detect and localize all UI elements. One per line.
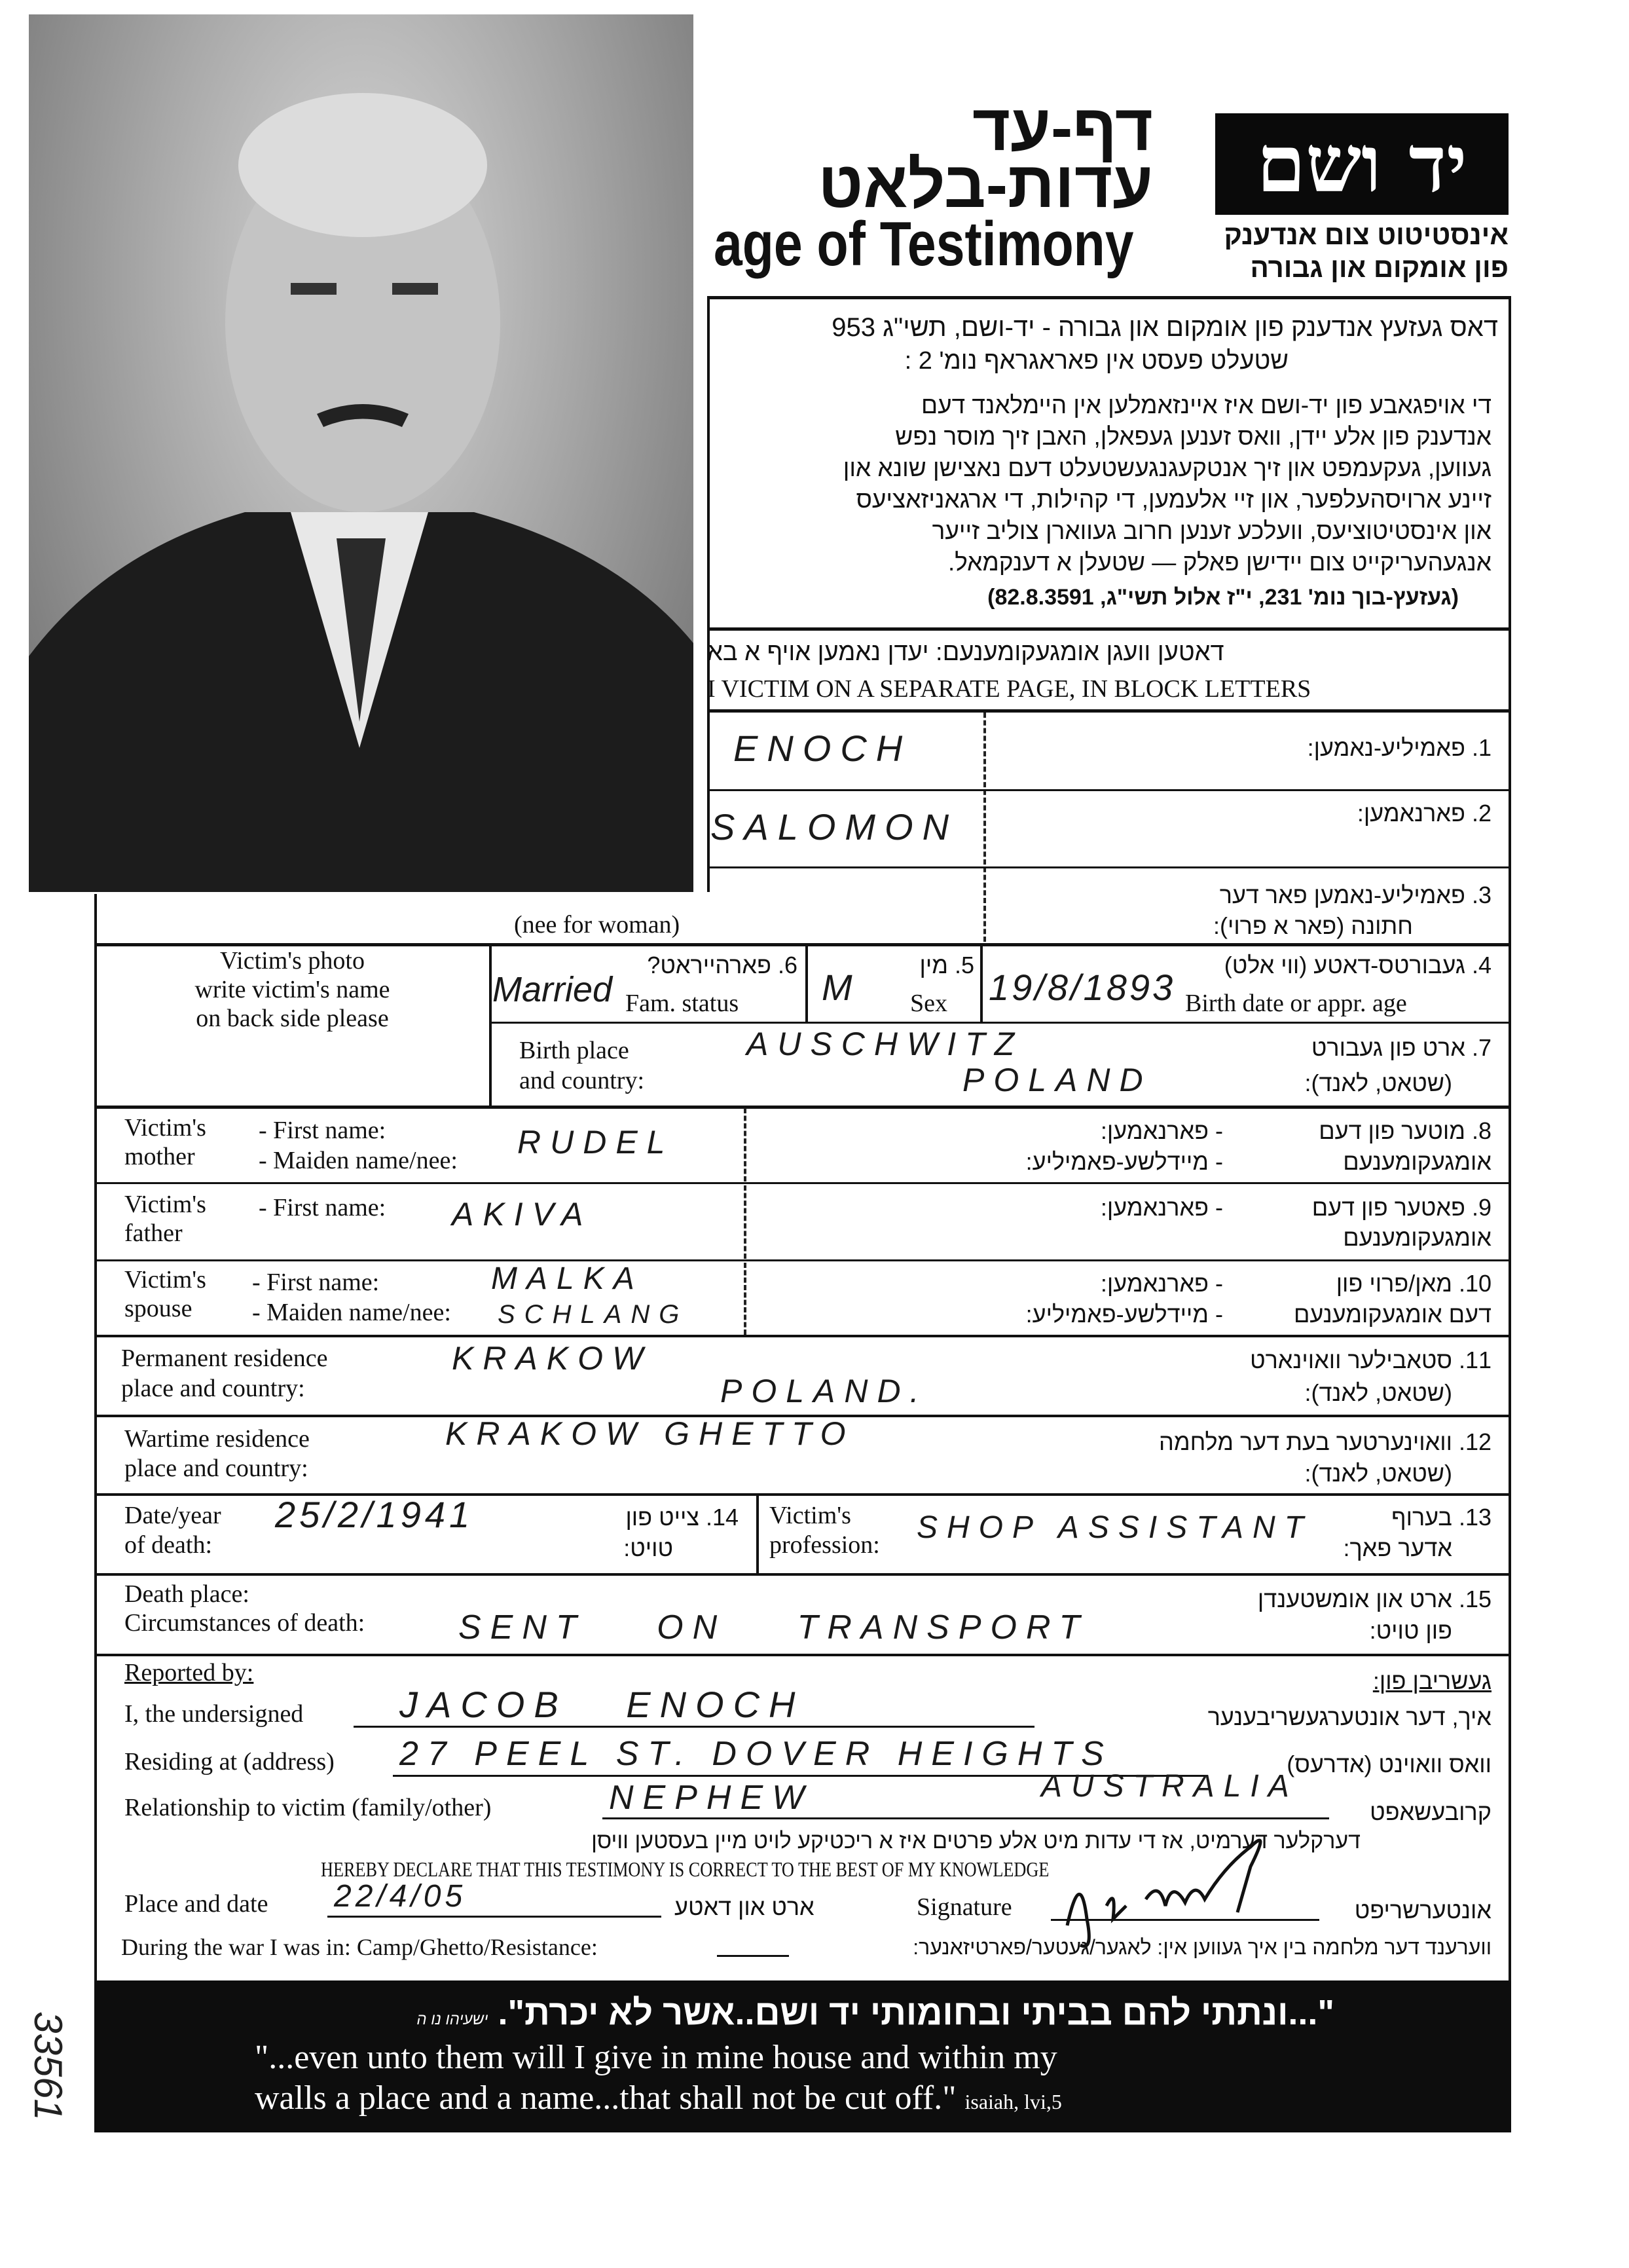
signature-label: Signature bbox=[917, 1893, 1012, 1921]
intro-para-line: אנדענק פון אלע יידן, וואס זענען געפאלן, האבן זיך מוסר נפש bbox=[895, 423, 1492, 450]
spouse-label-2: spouse bbox=[124, 1295, 192, 1322]
death-place-value[interactable]: SENT ON TRANSPORT bbox=[458, 1608, 1089, 1646]
spouse-value-2[interactable]: SCHLANG bbox=[498, 1300, 689, 1329]
date-value[interactable]: 22/4/05 bbox=[334, 1879, 467, 1914]
wartime-residence-label-he-1: 12. וואוינערטער בעת דער מלחמה bbox=[1159, 1428, 1492, 1455]
instructions-english: I VICTIM ON A SEPARATE PAGE, IN BLOCK LETTERS bbox=[707, 675, 1311, 703]
divider bbox=[489, 1022, 1511, 1024]
father-label-2: father bbox=[124, 1219, 183, 1247]
intro-para-line: געווען, געקעמפט און זיך אנטקעגנגעשטעלט דעם נאצישן שונא און bbox=[843, 455, 1492, 481]
profession-label-2: profession: bbox=[769, 1531, 880, 1559]
intro-paragraph bbox=[686, 390, 1492, 578]
perm-residence-label-2: place and country: bbox=[121, 1375, 305, 1402]
father-label bbox=[124, 1190, 206, 1248]
divider bbox=[94, 1573, 1511, 1576]
spouse-value-1[interactable]: MALKA bbox=[491, 1261, 644, 1296]
intro-line-1: דאס געזעץ אנדענק פון אומקום און גבורה - יד-ושם, תשי"ג 953 bbox=[832, 313, 1498, 342]
birth-place-label-he-1: 7. ארט פון געבורט bbox=[1311, 1034, 1492, 1061]
wartime-residence-label-2: place and country: bbox=[124, 1455, 308, 1482]
photo-note-line: on back side please bbox=[196, 1005, 389, 1032]
quote-english-2-text: walls a place and a name...that shall not be cut off." bbox=[255, 2079, 957, 2117]
quote-english-ref: isaiah, lvi,5 bbox=[964, 2090, 1062, 2113]
divider bbox=[707, 627, 1511, 631]
perm-residence-label-he-2: (שטאט, לאנד): bbox=[1304, 1379, 1452, 1406]
spouse-maiden-label-he: - מיידלשע-פאמיליע: bbox=[1025, 1301, 1223, 1328]
relationship-label: Relationship to victim (family/other) bbox=[124, 1794, 492, 1821]
sex-label: Sex bbox=[910, 990, 947, 1017]
family-name-label: 1. פאמיליע-נאמען: bbox=[1307, 734, 1492, 761]
quote-hebrew-text: "...ונתתי להם בביתי ובחומותי יד ושם..אשר לא יכרת". bbox=[498, 1993, 1334, 2032]
perm-residence-value-1[interactable]: KRAKOW bbox=[452, 1340, 653, 1377]
reported-by-label: Reported by: bbox=[124, 1659, 254, 1686]
form-border-right bbox=[1509, 296, 1511, 1986]
spouse-label-he-1: 10. מאן/פרוי פון bbox=[1336, 1270, 1492, 1297]
wartime-residence-label-1: Wartime residence bbox=[124, 1425, 310, 1453]
divider bbox=[489, 943, 492, 1106]
divider bbox=[94, 1106, 1511, 1109]
reported-by-label-he: געשריבן פון: bbox=[1372, 1667, 1492, 1694]
death-place-label-he-2: פון טויט: bbox=[1369, 1617, 1452, 1644]
relationship-label-he: קרובעשאפט bbox=[1370, 1798, 1492, 1825]
logo-subtitle-1: אינסטיטוט צום אנדענק bbox=[1224, 219, 1509, 250]
perm-residence-label-he-1: 11. סטאבילער וואוינארט bbox=[1250, 1347, 1492, 1373]
place-date-label: Place and date bbox=[124, 1890, 268, 1918]
during-war-label-he: ווערענד דער מלחמה בין איך געווען אין: לאגער/געטער/פארטיזאנער: bbox=[913, 1935, 1492, 1959]
divider bbox=[707, 296, 1511, 299]
birth-place-label-2: and country: bbox=[519, 1067, 645, 1094]
stamp-number: 33561 bbox=[26, 2011, 70, 2121]
mother-label-1: Victim's bbox=[124, 1114, 206, 1142]
birth-place-label-he-2: (שטאט, לאנד): bbox=[1304, 1069, 1452, 1096]
mother-label-he-1: 8. מוטער פון דעם bbox=[1319, 1117, 1492, 1144]
spouse-label-he-2: דעם אומגעקומענעם bbox=[1293, 1301, 1492, 1328]
divider bbox=[94, 1654, 1511, 1656]
photo-note-line: write victim's name bbox=[194, 976, 390, 1003]
quote-english-1: "...even unto them will I give in mine house and within my bbox=[255, 2039, 1057, 2076]
spouse-label-1: Victim's bbox=[124, 1266, 206, 1293]
underline bbox=[602, 1817, 1329, 1819]
maiden-name-label-he-2: חתונה (פאר א פרוי): bbox=[1213, 912, 1413, 939]
father-value[interactable]: AKIVA bbox=[452, 1196, 593, 1233]
intro-para-line: אנגעהעריקייט צום יידישן פאלק — שטעלן א דענקמאל. bbox=[947, 549, 1492, 576]
birth-place-value-2[interactable]: POLAND bbox=[962, 1062, 1152, 1098]
reporter-name-value[interactable]: JACOB ENOCH bbox=[399, 1684, 805, 1725]
birth-date-label: Birth date or appr. age bbox=[1185, 990, 1407, 1017]
divider bbox=[94, 1335, 1511, 1337]
address-value[interactable]: 27 PEEL ST. DOVER HEIGHTS bbox=[399, 1735, 1113, 1773]
residing-label: Residing at (address) bbox=[124, 1748, 335, 1775]
maiden-name-label-en: (nee for woman) bbox=[514, 911, 680, 939]
divider bbox=[707, 866, 1511, 868]
undersigned-label: I, the undersigned bbox=[124, 1700, 304, 1728]
death-place-label-he-1: 15. ארט און אומשטענדן bbox=[1257, 1586, 1492, 1612]
quote-hebrew bbox=[416, 1992, 1334, 2033]
signature-label-he: אונטערשריפט bbox=[1354, 1897, 1492, 1924]
spouse-label bbox=[124, 1265, 206, 1323]
intro-para-line: זיינע ארויסהעלפער, און זיי אלעמען, די קהילות, די ארגאניזאציעס bbox=[856, 486, 1492, 513]
dashed-divider bbox=[983, 713, 986, 942]
sex-label-he: 5. מין bbox=[919, 952, 974, 978]
mother-first-name-label: - First name: bbox=[259, 1117, 386, 1144]
profession-label-1: Victim's bbox=[769, 1502, 851, 1529]
birth-date-value[interactable]: 19/8/1893 bbox=[989, 967, 1176, 1008]
address-value-2[interactable]: AUSTRALIA bbox=[1041, 1769, 1298, 1804]
divider bbox=[980, 943, 983, 1023]
photo-note-line: Victim's photo bbox=[220, 947, 365, 975]
intro-line-2: שטעלט פעסט אין פאראגראף נומ' 2 : bbox=[904, 347, 1289, 375]
spouse-first-label-he: - פארנאמען: bbox=[1100, 1270, 1223, 1297]
death-date-label-2: of death: bbox=[124, 1531, 213, 1559]
father-label-1: Victim's bbox=[124, 1191, 206, 1218]
fam-status-label-he: 6. פארהייראט? bbox=[647, 952, 797, 978]
form-border-left bbox=[94, 894, 97, 1986]
place-date-label-he: ארט און דאטע bbox=[674, 1893, 814, 1920]
fam-status-label: Fam. status bbox=[625, 990, 739, 1017]
dashed-divider bbox=[744, 1108, 746, 1181]
photo-note bbox=[94, 946, 490, 1033]
mother-first-label-he: - פארנאמען: bbox=[1100, 1117, 1223, 1144]
divider bbox=[707, 709, 1511, 713]
birth-place-value-1[interactable]: AUSCHWITZ bbox=[746, 1026, 1024, 1062]
divider bbox=[756, 1495, 759, 1573]
intro-para-line: און אינסטיטוציעס, וועלכע זענען חרוב געווארן צוליב זייער bbox=[932, 517, 1492, 544]
title-hebrew-1: דף-עד bbox=[972, 91, 1153, 164]
death-place-label-1: Death place: bbox=[124, 1580, 249, 1608]
quote-english-2 bbox=[255, 2079, 1062, 2117]
father-first-label-he: - פארנאמען: bbox=[1100, 1194, 1223, 1221]
sex-value[interactable]: M bbox=[822, 967, 862, 1008]
divider bbox=[805, 943, 808, 1023]
first-name-label: 2. פארנאמען: bbox=[1357, 800, 1492, 827]
mother-maiden-label-he: - מיידלשע-פאמיליע: bbox=[1025, 1148, 1223, 1175]
underline bbox=[354, 1726, 1034, 1728]
perm-residence-label-1: Permanent residence bbox=[121, 1345, 328, 1372]
father-first-name-label: - First name: bbox=[259, 1194, 386, 1221]
first-name-value[interactable]: SALOMON bbox=[710, 806, 959, 847]
spouse-first-name-label: - First name: bbox=[252, 1269, 380, 1296]
declaration-en: HEREBY DECLARE THAT THIS TESTIMONY IS CORRECT TO THE BEST OF MY KNOWLEDGE bbox=[321, 1857, 1050, 1881]
fam-status-value[interactable]: Married bbox=[492, 970, 613, 1009]
residing-label-he: וואס וואוינט (אדרעס) bbox=[1287, 1751, 1492, 1777]
divider bbox=[707, 789, 1511, 791]
mother-maiden-label: - Maiden name/nee: bbox=[259, 1147, 458, 1174]
title-hebrew-2: עדות-בלאט bbox=[818, 148, 1153, 221]
family-name-value[interactable]: ENOCH bbox=[733, 728, 912, 769]
relationship-value[interactable]: NEPHEW bbox=[609, 1779, 814, 1817]
death-date-label-1: Date/year bbox=[124, 1502, 221, 1529]
portrait-figure bbox=[29, 14, 693, 892]
father-label-he-1: 9. פאטער פון דעם bbox=[1311, 1194, 1492, 1221]
underline bbox=[717, 1955, 789, 1957]
profession-label-he-2: אדער פאך: bbox=[1343, 1534, 1452, 1561]
birth-date-label-he: 4. געבורטס-דאטע (ווי אלט) bbox=[1224, 952, 1492, 978]
divider bbox=[94, 1182, 1511, 1184]
maiden-name-label-he-1: 3. פאמיליע-נאמען פאר דער bbox=[1219, 882, 1492, 908]
form-border-inner-left bbox=[707, 296, 710, 892]
divider bbox=[94, 1259, 1511, 1261]
logo-subtitle-2: פון אומקום און גבורה bbox=[1250, 252, 1509, 283]
undersigned-label-he: איך, דער אונטערגעשריבענער bbox=[1207, 1703, 1492, 1730]
footer-quote-band bbox=[94, 1980, 1511, 2132]
death-date-label-he-1: 14. צייט פון bbox=[625, 1504, 739, 1531]
mother-value[interactable]: RUDEL bbox=[517, 1124, 674, 1161]
death-place-label-2: Circumstances of death: bbox=[124, 1609, 365, 1637]
death-date-value[interactable]: 25/2/1941 bbox=[275, 1494, 474, 1535]
victim-photo bbox=[29, 14, 693, 892]
dashed-divider bbox=[744, 1263, 746, 1335]
page-title: age of Testimony bbox=[714, 209, 1134, 279]
wartime-residence-label-he-2: (שטאט, לאנד): bbox=[1304, 1460, 1452, 1487]
mother-label-2: mother bbox=[124, 1143, 195, 1170]
mother-label-he-2: אומגעקומענעם bbox=[1343, 1148, 1492, 1175]
quote-hebrew-ref: ישעיהו נו ה bbox=[416, 2011, 488, 2028]
father-label-he-2: אומגעקומענעם bbox=[1343, 1224, 1492, 1251]
mother-label bbox=[124, 1113, 206, 1171]
declaration-he: דערקלער דערמיט, אז די עדות מיט אלע פרטים איז א ריכטיקע לויט מיין בעסטען וויסן bbox=[591, 1829, 1361, 1853]
underline bbox=[327, 1916, 661, 1918]
spouse-maiden-label: - Maiden name/nee: bbox=[252, 1299, 451, 1326]
intro-citation: (געזעץ-בוך נומ' 231, י"ז אלול תשי"ג, 82.8.3591) bbox=[987, 585, 1459, 610]
perm-residence-value-2[interactable]: POLAND. bbox=[720, 1373, 928, 1409]
yad-vashem-logo: יד ושם bbox=[1215, 113, 1509, 215]
during-war-label: During the war I was in: Camp/Ghetto/Resistance: bbox=[121, 1934, 598, 1960]
death-date-label-he-2: טויט: bbox=[623, 1534, 673, 1561]
intro-para-line: די אויפגאבע פון יד-ושם איז איינזאמלען אין היימלאנד דעם bbox=[921, 392, 1492, 418]
profession-value[interactable]: SHOP ASSISTANT bbox=[917, 1510, 1313, 1545]
profession-label-he-1: 13. בערוף bbox=[1391, 1504, 1492, 1531]
instructions-hebrew: דאטען וועגן אומגעקומענעם: יעדן נאמען אויף א בא bbox=[707, 639, 1224, 666]
wartime-residence-value[interactable]: KRAKOW GHETTO bbox=[445, 1415, 855, 1452]
dashed-divider bbox=[744, 1185, 746, 1259]
birth-place-label-1: Birth place bbox=[519, 1037, 629, 1064]
